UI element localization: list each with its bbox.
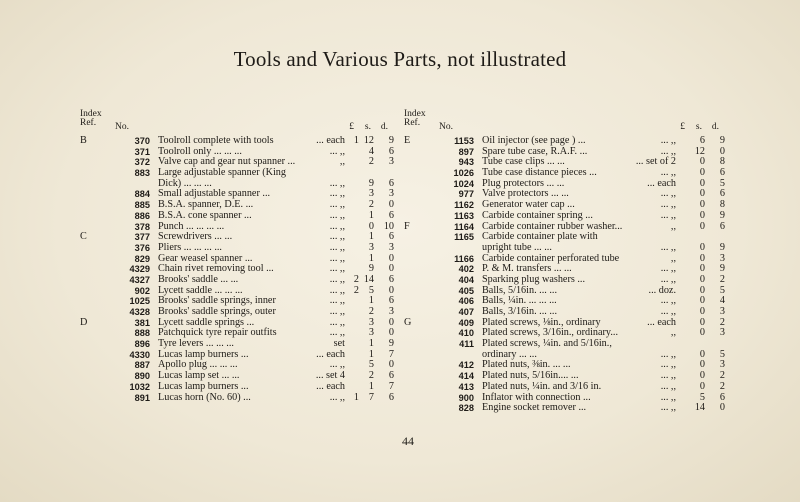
price-pence: 6 (719, 391, 725, 403)
price-shillings: 3 (368, 188, 374, 200)
price-pence: 9 (719, 135, 725, 146)
unit: ... ,, (660, 391, 676, 403)
part-description: B.S.A. cone spanner ... (158, 209, 252, 221)
unit: ... ,, (329, 220, 345, 232)
part-description: Plated screws, ¼in. and 5/16in., (482, 338, 612, 350)
part-description: Plated nuts, ¼in. and 3/16 in. (482, 380, 602, 392)
part-number: 377 (134, 232, 150, 243)
pounds-heading: £ (680, 122, 685, 132)
price-pence: 6 (719, 167, 725, 179)
pence-heading: d. (711, 122, 719, 132)
part-number: 4330 (129, 349, 150, 360)
part-description: Lucas horn (No. 60) ... (158, 391, 251, 403)
part-description: Large adjustable spanner (King (158, 167, 286, 179)
part-row (404, 296, 724, 307)
price-pence: 4 (719, 295, 725, 307)
price-pence: 6 (388, 295, 394, 307)
part-number: 4327 (129, 274, 150, 285)
part-number: 900 (458, 392, 474, 403)
part-number: 376 (134, 242, 150, 253)
unit: ... doz. (648, 284, 676, 296)
part-row (404, 382, 724, 393)
unit: ... each (316, 135, 345, 146)
price-pence: 3 (719, 252, 725, 264)
pounds-heading: £ (349, 122, 354, 132)
part-description: Patchquick tyre repair outfits (158, 327, 277, 339)
part-description: Tube case distance pieces ... (482, 167, 597, 179)
part-number: 414 (458, 371, 474, 382)
unit: ... ,, (660, 263, 676, 275)
part-number: 884 (134, 189, 150, 200)
price-shillings: 0 (699, 284, 705, 296)
index-ref: C (80, 231, 87, 243)
pence-heading: d. (380, 122, 388, 132)
unit: ... ,, (329, 359, 345, 371)
price-pence: 2 (719, 316, 725, 328)
index-ref: E (404, 135, 411, 146)
part-number: 1153 (454, 136, 474, 146)
unit: ,, (339, 156, 345, 168)
part-description: Carbide container perforated tube (482, 252, 620, 264)
part-row (404, 211, 724, 222)
part-description: Plated screws, ⅛in., ordinary (482, 316, 601, 328)
part-description: Tyre levers ... ... ... (158, 338, 234, 350)
part-description: Pliers ... ... ... ... (158, 241, 222, 253)
unit: ... ,, (329, 188, 345, 200)
part-row (80, 211, 400, 222)
price-shillings: 5 (699, 391, 705, 403)
price-pence: 3 (388, 156, 394, 168)
index-ref: G (404, 316, 412, 328)
unit: ... ,, (660, 348, 676, 360)
part-number: 897 (458, 146, 474, 157)
unit: ... each (647, 177, 676, 189)
part-row (80, 382, 400, 393)
left-parts-list (80, 136, 400, 403)
price-shillings: 12 (694, 145, 705, 157)
unit: ... set of 2 (635, 156, 676, 168)
unit: ... ,, (660, 167, 676, 179)
price-pence: 0 (388, 359, 394, 371)
price-pence: 9 (388, 135, 394, 146)
part-number: 4329 (129, 264, 150, 275)
price-shillings: 0 (699, 316, 705, 328)
price-pence: 6 (388, 231, 394, 243)
part-description: Oil injector (see page ) ... (482, 135, 586, 146)
price-shillings: 9 (368, 177, 374, 189)
part-description: Tube case clips ... ... (482, 156, 565, 168)
price-shillings: 0 (699, 156, 705, 168)
part-number: 412 (458, 360, 474, 371)
price-pence: 7 (388, 380, 394, 392)
price-shillings: 0 (699, 241, 705, 253)
part-description: Brooks' saddle ... ... (158, 273, 239, 285)
unit: ... ,, (660, 402, 676, 414)
unit: ... ,, (329, 316, 345, 328)
page-title: Tools and Various Parts, not illustrated (233, 47, 567, 71)
unit: ... ,, (329, 263, 345, 275)
unit: set (333, 338, 345, 350)
part-number: 411 (459, 339, 474, 350)
part-number: 977 (458, 189, 474, 200)
unit: ... ,, (329, 145, 345, 157)
part-row (80, 264, 400, 275)
price-shillings: 0 (699, 188, 705, 200)
price-shillings: 1 (368, 252, 374, 264)
price-pence: 7 (388, 348, 394, 360)
price-pence: 6 (719, 188, 725, 200)
part-row (80, 393, 400, 404)
price-shillings: 1 (368, 295, 374, 307)
part-number: 4328 (129, 307, 150, 317)
price-shillings: 0 (699, 177, 705, 189)
price-shillings: 14 (363, 273, 374, 285)
index-ref-heading (404, 110, 426, 128)
part-number: 1032 (129, 381, 150, 392)
right-column (404, 110, 724, 414)
price-shillings: 0 (699, 370, 705, 382)
unit: ... ,, (329, 177, 345, 189)
price-pence: 3 (719, 359, 725, 371)
unit: ... ,, (660, 359, 676, 371)
price-shillings: 3 (368, 241, 374, 253)
part-row (404, 339, 724, 350)
price-shillings: 1 (368, 338, 374, 350)
unit: ... ,, (660, 370, 676, 382)
unit: ... ,, (329, 199, 345, 211)
part-number: 891 (134, 392, 150, 403)
part-number: 371 (134, 146, 150, 157)
right-parts-list (404, 136, 724, 414)
price-pence: 9 (719, 263, 725, 275)
index-ref-heading (80, 110, 102, 128)
part-description: Plated nuts, 5/16in.... ... (482, 370, 579, 382)
part-description: Plated screws, 3/16in., ordinary... (482, 327, 618, 339)
price-shillings: 2 (368, 199, 374, 211)
part-description: Inflator with connection ... (482, 391, 591, 403)
price-shillings: 0 (699, 380, 705, 392)
price-shillings: 4 (368, 145, 374, 157)
unit: ... ,, (660, 199, 676, 211)
price-pence: 5 (719, 177, 725, 189)
price-pence: 0 (388, 263, 394, 275)
part-description: Valve cap and gear nut spanner ... (158, 156, 296, 168)
price-pence: 5 (719, 348, 725, 360)
shillings-heading: s. (364, 122, 371, 132)
part-description: ordinary ... ... (482, 348, 537, 360)
price-shillings: 2 (368, 306, 374, 317)
price-pence: 10 (383, 220, 394, 232)
part-description: Lucas lamp burners ... (158, 348, 249, 360)
price-pence: 6 (719, 220, 725, 232)
ref-label: Ref. (404, 118, 421, 128)
price-pence: 9 (719, 209, 725, 221)
part-row (80, 222, 400, 233)
price-pence: 3 (388, 241, 394, 253)
price-shillings: 2 (368, 156, 374, 168)
price-shillings: 2 (368, 370, 374, 382)
part-description: Brooks' saddle springs, outer (158, 306, 276, 317)
unit: ... ,, (329, 295, 345, 307)
price-pence: 6 (388, 391, 394, 403)
part-description: Carbide container spring ... (482, 209, 593, 221)
column-header (80, 110, 400, 136)
part-number: 883 (134, 168, 150, 179)
unit: ... ,, (660, 209, 676, 221)
part-description: Dick) ... ... ... (158, 177, 212, 189)
price-shillings: 12 (363, 135, 374, 146)
part-description: Spare tube case, R.A.F. ... (482, 145, 588, 157)
price-shillings: 0 (699, 348, 705, 360)
price-shillings: 6 (699, 135, 705, 146)
price-shillings: 1 (368, 209, 374, 221)
price-shillings: 0 (699, 327, 705, 339)
part-number: 886 (134, 210, 150, 221)
part-row (404, 168, 724, 179)
part-description: Carbide container rubber washer... (482, 220, 623, 232)
part-description: Lycett saddle ... ... ... (158, 284, 243, 296)
part-description: Lucas lamp burners ... (158, 380, 249, 392)
price-pence: 3 (388, 188, 394, 200)
price-pence: 3 (719, 306, 725, 317)
part-number: 407 (458, 307, 474, 317)
unit: ... ,, (660, 135, 676, 146)
price-pence: 9 (719, 241, 725, 253)
unit: ... ,, (329, 327, 345, 339)
price-pence: 6 (388, 209, 394, 221)
part-number: 413 (458, 381, 474, 392)
part-number: 890 (134, 371, 150, 382)
price-shillings: 0 (699, 252, 705, 264)
part-description: Balls, 5/16in. ... ... (482, 284, 557, 296)
price-shillings: 0 (699, 295, 705, 307)
price-pence: 2 (719, 380, 725, 392)
part-number: 406 (458, 296, 474, 307)
part-number: 1163 (454, 210, 474, 221)
part-number: 943 (458, 157, 474, 168)
price-pence: 6 (388, 273, 394, 285)
part-description: Brooks' saddle springs, inner (158, 295, 276, 307)
unit: ... ,, (660, 241, 676, 253)
part-description: Chain rivet removing tool ... (158, 263, 274, 275)
part-number: 887 (134, 360, 150, 371)
part-row (404, 232, 724, 243)
unit: ... ,, (329, 273, 345, 285)
price-pounds: 1 (353, 135, 359, 146)
part-row (80, 360, 400, 371)
part-description: Engine socket remover ... (482, 402, 587, 414)
unit: ... ,, (329, 231, 345, 243)
price-shillings: 1 (368, 231, 374, 243)
unit: ... ,, (660, 306, 676, 317)
price-pence: 0 (719, 402, 725, 414)
price-pence: 5 (719, 284, 725, 296)
price-shillings: 0 (699, 220, 705, 232)
unit: ... ,, (660, 145, 676, 157)
shillings-heading: s. (695, 122, 702, 132)
price-shillings: 0 (699, 209, 705, 221)
index-ref: D (80, 316, 88, 328)
left-column (80, 110, 400, 403)
price-pence: 0 (388, 327, 394, 339)
index-label: Index (80, 109, 102, 119)
part-number: 404 (458, 274, 474, 285)
part-number: 896 (134, 339, 150, 350)
price-shillings: 14 (694, 402, 705, 414)
unit: ,, (670, 252, 676, 264)
price-pence: 6 (388, 145, 394, 157)
part-description: Apollo plug ... ... ... (158, 359, 238, 371)
unit: ... each (316, 380, 345, 392)
price-shillings: 5 (368, 359, 374, 371)
price-shillings: 3 (368, 327, 374, 339)
price-shillings: 0 (699, 306, 705, 317)
part-number: 828 (458, 403, 474, 414)
part-description: Toolroll only ... ... ... (158, 145, 242, 157)
price-pence: 8 (719, 199, 725, 211)
part-row (80, 328, 400, 339)
part-row (404, 243, 724, 254)
price-shillings: 9 (368, 263, 374, 275)
price-shillings: 7 (368, 391, 374, 403)
column-header (404, 110, 724, 136)
part-number: 1026 (453, 168, 474, 179)
ref-label: Ref. (80, 118, 97, 128)
part-description: Plug protectors ... ... (482, 177, 565, 189)
price-shillings: 1 (368, 348, 374, 360)
part-number: 372 (134, 157, 150, 168)
unit: ... ,, (329, 241, 345, 253)
part-description: Gear weasel spanner ... (158, 252, 253, 264)
price-pence: 3 (719, 327, 725, 339)
unit: ... ,, (329, 284, 345, 296)
price-pence: 0 (388, 199, 394, 211)
price-pence: 3 (388, 306, 394, 317)
part-row (404, 275, 724, 286)
unit: ,, (670, 220, 676, 232)
price-pence: 0 (388, 316, 394, 328)
price-shillings: 0 (699, 273, 705, 285)
price-pounds: 2 (353, 273, 359, 285)
part-description: Screwdrivers ... ... (158, 231, 233, 243)
part-number: 402 (458, 264, 474, 275)
part-number: 378 (134, 221, 150, 232)
price-pence: 8 (719, 156, 725, 168)
part-row (80, 168, 400, 179)
part-description: upright tube ... ... (482, 241, 552, 253)
price-pence: 0 (719, 145, 725, 157)
part-number: 410 (458, 328, 474, 339)
part-row (80, 243, 400, 254)
part-description: Balls, ¼in. ... ... ... (482, 295, 557, 307)
part-number: 1162 (454, 200, 474, 211)
part-number: 405 (458, 285, 474, 296)
unit: ... set 4 (315, 370, 345, 382)
part-row (80, 232, 400, 243)
price-shillings: 0 (699, 263, 705, 275)
no-heading: No. (439, 122, 453, 132)
part-description: P. & M. transfers ... ... (482, 263, 572, 275)
unit: ... ,, (660, 273, 676, 285)
unit: ,, (670, 327, 676, 339)
unit: ... each (647, 316, 676, 328)
part-number: 888 (134, 328, 150, 339)
unit: ... ,, (329, 391, 345, 403)
unit: ... ,, (660, 295, 676, 307)
unit: ... ,, (660, 188, 676, 200)
part-description: B.S.A. spanner, D.E. ... (158, 199, 254, 211)
index-label: Index (404, 109, 426, 119)
price-pence: 9 (388, 338, 394, 350)
part-row (80, 350, 400, 361)
part-number: 370 (134, 136, 150, 146)
price-pence: 6 (388, 370, 394, 382)
part-number: 829 (134, 253, 150, 264)
part-number: 1166 (454, 253, 474, 264)
unit: ... each (316, 348, 345, 360)
unit: ... ,, (660, 380, 676, 392)
part-number: 885 (134, 200, 150, 211)
price-pence: 2 (719, 273, 725, 285)
part-row (404, 286, 724, 297)
part-number: 1165 (454, 232, 474, 243)
unit: ... ,, (329, 209, 345, 221)
unit: ... ,, (329, 306, 345, 317)
part-description: Punch ... ... ... ... (158, 220, 225, 232)
part-number: 1164 (454, 221, 474, 232)
unit: ... ,, (329, 252, 345, 264)
price-shillings: 5 (368, 284, 374, 296)
price-shillings: 0 (699, 359, 705, 371)
part-description: Balls, 3/16in. ... ... (482, 306, 557, 317)
price-shillings: 0 (699, 167, 705, 179)
price-pence: 2 (719, 370, 725, 382)
price-pence: 0 (388, 252, 394, 264)
price-shillings: 0 (699, 199, 705, 211)
part-description: Valve protectors ... ... (482, 188, 569, 200)
part-description: Carbide container plate with (482, 231, 598, 243)
index-ref: F (404, 220, 410, 232)
price-pence: 0 (388, 284, 394, 296)
part-description: Generator water cap ... (482, 199, 575, 211)
part-number: 902 (134, 285, 150, 296)
part-number: 409 (458, 317, 474, 328)
price-pounds: 2 (353, 284, 359, 296)
price-pence: 6 (388, 177, 394, 189)
price-shillings: 3 (368, 316, 374, 328)
part-description: Lucas lamp set ... ... (158, 370, 240, 382)
index-ref: B (80, 135, 87, 146)
part-row (404, 403, 724, 414)
part-description: Lycett saddle springs ... (158, 316, 255, 328)
part-description: Small adjustable spanner ... (158, 188, 271, 200)
part-number: 1025 (129, 296, 150, 307)
part-description: Sparking plug washers ... (482, 273, 585, 285)
part-description: Toolroll complete with tools (158, 135, 274, 146)
price-shillings: 1 (368, 380, 374, 392)
price-shillings: 0 (368, 220, 374, 232)
part-description: Plated nuts, ⅜in. ... ... (482, 359, 571, 371)
part-number: 1024 (453, 178, 474, 189)
page-number: 44 (402, 434, 414, 448)
price-pounds: 1 (353, 391, 359, 403)
no-heading: No. (115, 122, 129, 132)
part-number: 381 (134, 317, 150, 328)
